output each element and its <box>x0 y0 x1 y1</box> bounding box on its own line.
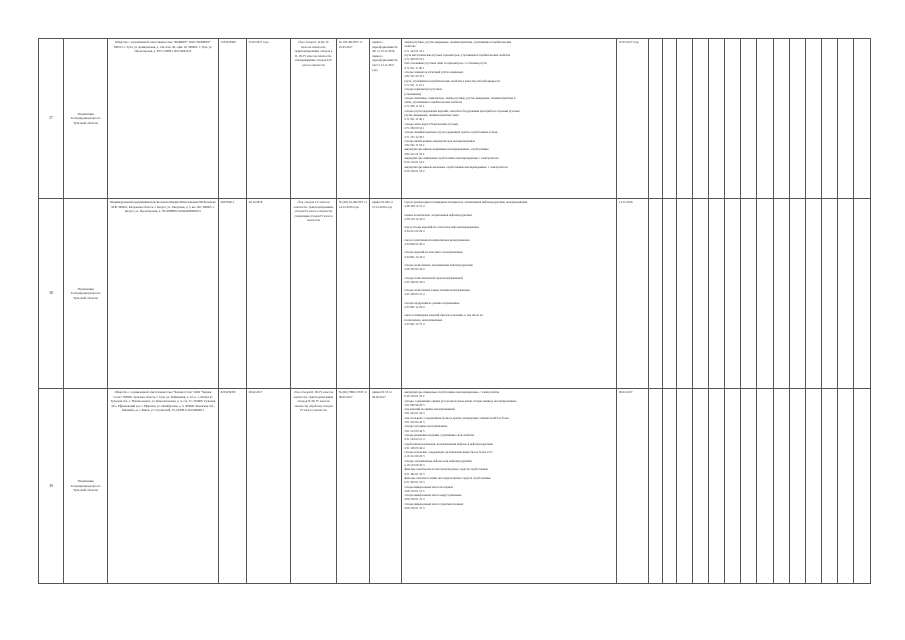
waste-line: 4 38 199 72 51 4 <box>404 204 425 209</box>
waste-line: 4 19 123 00 20 3 <box>404 463 425 468</box>
empty-cell <box>853 389 870 584</box>
decision-number: приказ о переоформлении № 431 от 25.11.2016, приказ о переоформлении № 142 от 21.11.2017 года <box>370 39 402 199</box>
waste-line: лом и отходы изделий из стеклопластика неповрежденные <box>404 225 480 230</box>
empty-cell <box>821 199 837 389</box>
waste-line: фильтры очистки масла автотранспортных средств отработанные <box>404 467 488 472</box>
waste-line: 4 71 911 11 40 1 <box>404 117 425 122</box>
waste-line: свойства <box>404 44 416 49</box>
licensee-details: Индивидуальный предприниматель Кочанова Марина Вячеславовна ИП Кочанова М.В. 300001, Калужская область, г. Калуга, ул. Заводская, д. 5, кв. 140; 300005, г. Калуга, ул. Пролетарская, д. 38 ОГРНИП 316402800006331 <box>108 199 218 389</box>
empty-cell <box>663 39 677 199</box>
empty-cell <box>789 39 805 199</box>
waste-line: тара из разнородных полимерных материалов, загрязненная нефтепродуктами, неповреждённая <box>404 200 528 204</box>
waste-line: отходы полиэтилена, загрязненные нефтепродуктами <box>404 262 473 267</box>
inn-value: 7105518508 <box>218 39 246 199</box>
empty-cell <box>693 199 709 389</box>
waste-line: 4 71 101 01 52 1 <box>404 48 425 53</box>
inn-value: 402709411 <box>218 199 246 389</box>
waste-line: 4 31 144 02 21 4 <box>404 437 425 442</box>
waste-line: аккумуляторы никель-железные отработанные неповрежденные, с электролитом <box>404 164 508 169</box>
waste-line: 4 38 133 12 20 4 <box>404 216 425 221</box>
empty-cell <box>789 389 805 584</box>
term-date: 06.02.2017 <box>617 389 649 584</box>
waste-line: 4 82 211 02 53 2 <box>404 151 425 156</box>
waste-line: пленка полиэтилена, загрязненная нефтепродуктами <box>404 212 472 217</box>
waste-line: 3 61 222 04 42 3 <box>404 420 425 425</box>
order-number: № (40)-19-ЛК/ЛТУ от 14.12.2016 года <box>337 199 370 389</box>
waste-line: 4 35 991 12 20 4 <box>404 305 425 310</box>
waste-line: 4 71 101 12 30 1 <box>404 134 425 139</box>
empty-cell <box>773 39 789 199</box>
empty-cell <box>725 39 741 199</box>
license-date: 29.12.2016 <box>246 199 290 389</box>
empty-cell <box>677 39 693 199</box>
waste-line: отходы термометров ртутных <box>404 87 442 92</box>
waste-line: полиэтилена, незагрязненные <box>404 317 443 322</box>
empty-cell <box>693 389 709 584</box>
empty-cell <box>677 389 693 584</box>
waste-line: аккумуляторы свинцовые отработанные неповрежденные, с электролитом <box>404 390 500 394</box>
empty-cell <box>741 199 757 389</box>
issuing-authority: Управление Госприроднадзора по Тульской области <box>64 389 108 584</box>
empty-cell <box>757 389 773 584</box>
licensee-details: Общество с ограниченной ответственностью "КОМЕРУ" ООО "КОМЕРУ" 300013, г. Тула, ул. Демидовская, д. 144, пом. 40, офис 16; 300005, г. Тула, ул. Пролетарская, д. 38 б; ОГРН 1167154061125 <box>108 39 218 199</box>
waste-line: смесь полиэтилена/полипропилена незагрязненная <box>404 237 470 242</box>
waste-line: отходы резиновых изделий, утративших свои свойства <box>404 432 475 437</box>
decision-number: приказ № 645 от 13.12.2016 года <box>370 199 402 389</box>
waste-line: 4 19 121 00 20 3 <box>404 454 425 459</box>
waste-line: лампы ртутные, ртутно-кварцевые, люминесцентные, утратившие потребительские <box>404 40 512 44</box>
waste-line: фильтры очистки топлива автотранспортных средств отработанные <box>404 475 491 480</box>
waste-line: лом стальной с содержанием хрома и других легирующих элементов 20% и более <box>404 415 509 420</box>
empty-cell <box>837 389 853 584</box>
inn-value: 6234156350 <box>218 389 246 584</box>
empty-cell <box>805 199 821 389</box>
waste-line: отходы минеральных масел индустриальных <box>404 493 462 498</box>
empty-cell <box>805 389 821 584</box>
waste-types <box>402 39 617 199</box>
waste-line: 4 71 911 11 10 1 <box>404 82 425 87</box>
waste-line: отходы ртутьсодержащих изделий, смесей и оборудования при приборостроении ртутных, <box>404 108 521 113</box>
table-row <box>39 199 871 389</box>
waste-line: отходы чугунные незагрязненные <box>404 424 448 429</box>
license-register-table <box>38 38 871 584</box>
empty-cell <box>709 199 725 389</box>
waste-line: 4 35 100 02 20 4 <box>404 279 425 284</box>
empty-cell <box>663 389 677 584</box>
table-row <box>39 39 871 199</box>
waste-line: (стеклянные) <box>404 91 422 96</box>
waste-line: 4 71 950 00 52 1 <box>404 125 425 130</box>
empty-cell <box>757 199 773 389</box>
empty-cell <box>805 39 821 199</box>
issuing-authority: Управление Госприроднадзора по Тульской области <box>64 199 108 389</box>
empty-cell <box>773 199 789 389</box>
waste-line: 4 34 920 02 20 4 <box>404 242 425 247</box>
empty-cell <box>741 39 757 199</box>
empty-cell <box>709 389 725 584</box>
waste-line: отработанная резиновая, незагрязненная нефтью и нефтепродуктами <box>404 441 493 446</box>
waste-line: 4 71 920 00 52 1 <box>404 57 425 62</box>
empty-cell <box>821 39 837 199</box>
empty-cell <box>741 389 757 584</box>
issuing-authority: Управление Госприроднадзора по Тульской области <box>64 39 108 199</box>
waste-line: ртуть, утратившая потребительские свойства в качестве рабочей жидкости <box>404 78 500 83</box>
waste-line: бой стеклянных ртутных ламп и термометров с остатками ртути <box>404 61 487 66</box>
empty-cell <box>663 199 677 389</box>
waste-line: отходы минеральных масел моторных <box>404 484 454 489</box>
waste-line: 4 06 130 01 31 3 <box>404 497 425 502</box>
empty-cell <box>677 199 693 389</box>
licensed-operations: сбор отходов II, III, IV классов опасности, транспортирование отходов II, III, IV классов опасности, обработка отходов IV класса опасности <box>290 389 336 584</box>
waste-line: отходы литий-ионных аккумуляторов неповрежденных <box>404 138 476 143</box>
row-number: 37 <box>39 39 64 199</box>
waste-line: аккумуляторы свинцовые отработанные неповрежденные с электролитом <box>404 156 499 161</box>
term-date: 25.05.2017 года <box>617 39 649 199</box>
waste-line: 4 35 991 13 72 4 <box>404 321 425 326</box>
empty-cell <box>725 389 741 584</box>
waste-line: смесь полимерных изделий при изготовлении, в том числе из <box>404 313 483 318</box>
licensed-operations: сбор отходов I-V классов опасности, транспортирование отходов IV класса опасности, утилизация отходов IV класса опасности <box>290 199 336 389</box>
row-number: 39 <box>39 389 64 584</box>
waste-line: отходы, загрязненные нефтью или нефтепродуктами <box>404 458 472 463</box>
waste-line: 4 06 150 01 31 3 <box>404 506 425 511</box>
waste-line: отходы элементов и батарей ртутно-цинковых <box>404 70 464 75</box>
waste-line: 9 20 110 01 53 2 <box>404 394 425 399</box>
license-register-page <box>38 38 871 583</box>
empty-cell <box>649 39 663 199</box>
decision-number: приказ № 53 от 06.02.2017 <box>370 389 402 584</box>
waste-line: отходы минеральных масел трансмиссионных <box>404 501 464 506</box>
waste-line: отходы люминесцентных ртутьсодержащих трубок отработанных и брак <box>404 130 498 135</box>
waste-types <box>402 389 617 584</box>
waste-line: 4 38 195 02 20 4 <box>404 267 425 272</box>
waste-line: 4 71 950 11 52 1 <box>404 104 425 109</box>
waste-line: 9 21 303 01 52 3 <box>404 480 425 485</box>
empty-cell <box>649 389 663 584</box>
waste-line: 4 71 911 11 40 1 <box>404 65 425 70</box>
empty-cell <box>649 199 663 389</box>
empty-cell <box>709 39 725 199</box>
licensee-details: Общество с ограниченной ответственностью "Черная Сталь" ООО "Черная Сталь" 300000, Тульская область, г. Тула, ул. Пойменная, д. 52, к. 1, Литера Б; Тульская обл., г. Новомосковск, ул. Комсомольская, д. 4, стр. 31; 301600, Тульская обл., Ефремовский р-н, г. Ефремов, ул. Октябрьская, д. 3; 300000, Рязанская обл., Ряжский р-н, г. Ряжск, ул. Строителей, 35; ОГРН 1116154000611 <box>108 389 218 584</box>
waste-line: 4 34 991 12 20 4 <box>404 254 425 259</box>
empty-cell <box>725 199 741 389</box>
empty-cell <box>789 199 805 389</box>
waste-line: отходы ламповые, термометры, лампы ртутные, ртутно-кварцевые, люминесцентные в <box>404 95 516 100</box>
waste-line: 4 34 251 02 20 4 <box>404 229 425 234</box>
term-date: 13.12.2016 <box>617 199 649 389</box>
order-number: № 102-ЛК/ЛТУ от 25.05.2017 <box>337 39 370 199</box>
waste-line: 9 20 110 01 53 2 <box>404 160 425 165</box>
waste-line: аккумуляторы никель-кадмиевые неповрежденные, отработанные <box>404 147 489 152</box>
waste-line: отходы ламп энергосберегающих ртутных <box>404 121 459 126</box>
row-number: 38 <box>39 199 64 389</box>
waste-line: 4 35 100 03 51 4 <box>404 292 425 297</box>
empty-cell <box>837 199 853 389</box>
empty-cell <box>821 389 837 584</box>
empty-cell <box>693 39 709 199</box>
waste-line: отходы и изделия, содержащие органические вещества не более 15% <box>404 450 493 455</box>
empty-cell <box>837 39 853 199</box>
empty-cell <box>773 389 789 584</box>
waste-line: 9 20 120 01 53 2 <box>404 168 425 173</box>
license-date: 06.02.2017 <box>246 389 290 584</box>
waste-line: 9 21 302 01 52 3 <box>404 471 425 476</box>
waste-line: 4 06 110 01 31 3 <box>404 488 425 493</box>
waste-line: 3 61 222 01 42 3 <box>404 411 425 416</box>
waste-line: 4 31 100 03 40 4 <box>404 445 425 450</box>
waste-line: лом изделий из свинца незагрязненный <box>404 407 455 412</box>
waste-line: отходы полиэтилена в виде пленки незагрязненные <box>404 288 470 293</box>
waste-line: 4 82 101 22 53 1 <box>404 74 425 79</box>
empty-cell <box>853 199 870 389</box>
waste-line: связи, утратившие потребительские свойства <box>404 100 463 105</box>
waste-line: 3 61 000 99 20 3 <box>404 402 425 407</box>
empty-cell <box>757 39 773 199</box>
empty-cell <box>853 39 870 199</box>
license-date: 25.05.2017 года <box>246 39 290 199</box>
waste-line: 4 82 201 11 53 2 <box>404 143 425 148</box>
licensed-operations: сбор отходов I, II, III, IV классов опасности, транспортирование отходов I, II, III, IV классов опасности, обезвреживание отходов I-IV класса опасности <box>290 39 336 199</box>
waste-line: ртуть металлическая ртутных термометров, утратившая потребительские свойства <box>404 52 511 57</box>
waste-types <box>402 199 617 389</box>
waste-line: отходы изделий из пластмасс незагрязненные <box>404 250 463 255</box>
waste-line: отходы, содержащие свинец (в том числе пыль и/или отходы свинца), несортированные <box>404 398 517 403</box>
waste-line: ртутно-кварцевых, люминесцентных ламп <box>404 113 459 118</box>
order-number: № (62)-7860-СТОУ от 06.02.2017 <box>337 389 370 584</box>
waste-line: отходы полиэтиленовой тары незагрязненной <box>404 275 463 280</box>
waste-line: 3 61 212 03 42 5 <box>404 428 425 433</box>
table-row <box>39 389 871 584</box>
waste-line: отходы продукции из резины загрязненные <box>404 300 460 305</box>
